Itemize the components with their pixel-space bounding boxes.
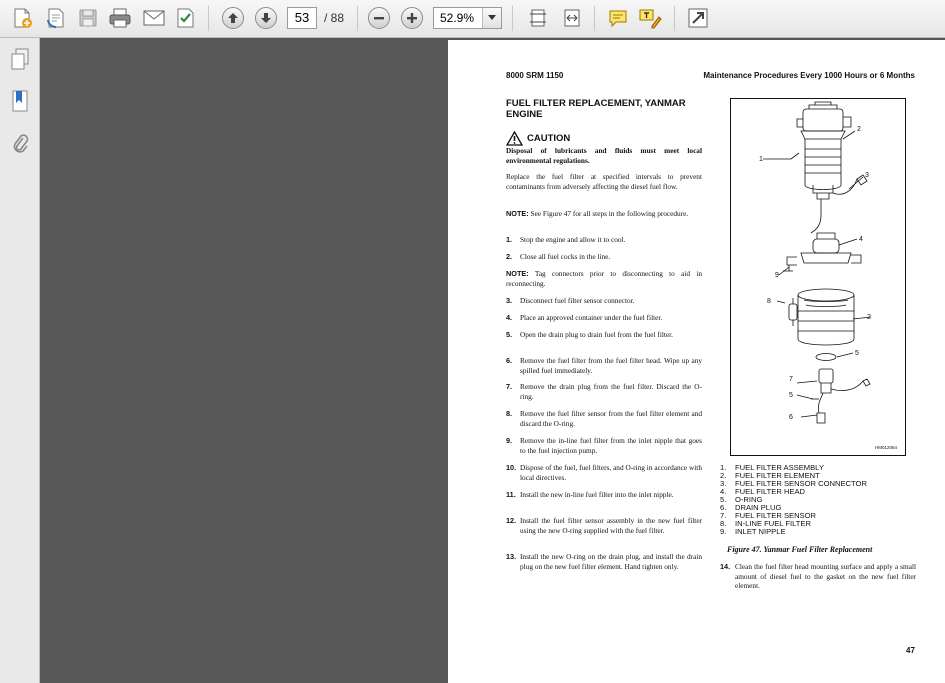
section-title: FUEL FILTER REPLACEMENT, YANMAR ENGINE [506, 98, 686, 120]
step-number: 9. [506, 436, 513, 445]
step-text: Install the new O-ring on the drain plug, and install the drain plug on the new fuel filter element. Hand tighten only. [520, 552, 702, 571]
legend-number: 3. [720, 479, 727, 488]
step-number: 2. [506, 252, 513, 261]
toolbar-divider [674, 6, 675, 31]
zoom-in-button[interactable] [401, 7, 423, 29]
note-text: Tag connectors prior to disconnecting to aid in reconnecting. [506, 269, 702, 288]
arrow-up-icon [227, 12, 239, 24]
step-text: Dispose of the fuel, fuel filters, and O-ring in accordance with local directives. [520, 463, 702, 482]
note-label: NOTE: [506, 269, 529, 278]
callout: 6 [789, 414, 793, 421]
create-pdf-icon[interactable] [10, 6, 34, 30]
step-number: 7. [506, 382, 513, 391]
legend-text: FUEL FILTER ASSEMBLY [735, 463, 824, 472]
comment-icon[interactable] [606, 6, 630, 30]
callout: 4 [859, 236, 863, 243]
step-number: 11. [506, 490, 516, 499]
step-number: 3. [506, 296, 513, 305]
step-text: Clean the fuel filter head mounting surface and apply a small amount of diesel fuel to the gasket on the new fuel filter element. [735, 562, 916, 591]
step-text: Install the new in-line fuel filter into the inlet nipple. [520, 490, 674, 499]
figure-code: HM012064 [875, 445, 898, 450]
edit-document-icon[interactable] [44, 6, 68, 30]
legend-number: 5. [720, 495, 727, 504]
page-number-input[interactable]: 53 [287, 7, 317, 29]
caution-heading [506, 131, 570, 146]
callout: 3 [865, 172, 869, 179]
step-number: 13. [506, 552, 517, 561]
figure-caption: Figure 47. Yanmar Fuel Filter Replacement [727, 545, 873, 554]
page-total: / 88 [324, 11, 345, 25]
fuel-filter-exploded-diagram [731, 99, 904, 454]
callout: 7 [789, 376, 793, 383]
legend-number: 2. [720, 471, 727, 480]
bookmarks-icon[interactable] [8, 88, 32, 114]
callout: 8 [767, 298, 771, 305]
callout: 5 [789, 392, 793, 399]
step-number: 1. [506, 235, 513, 244]
step-number: 4. [506, 313, 513, 322]
step-text: Install the fuel filter sensor assembly in the new fuel filter using the new O-ring supplied with the fuel filter. [520, 516, 702, 535]
header-left: 8000 SRM 1150 [506, 71, 564, 80]
plus-icon [406, 12, 418, 24]
legend-text: INLET NIPPLE [735, 527, 786, 536]
legend-text: IN-LINE FUEL FILTER [735, 519, 811, 528]
print-icon[interactable] [108, 6, 132, 30]
legend-number: 8. [720, 519, 727, 528]
minus-icon [373, 12, 385, 24]
step-text: Remove the fuel filter sensor from the fuel filter element and discard the O-ring. [520, 409, 702, 428]
page-thumbnails-icon[interactable] [8, 46, 32, 72]
save-icon[interactable] [76, 6, 100, 30]
step-text: Remove the drain plug from the fuel filter. Discard the O-ring. [520, 382, 702, 401]
chevron-down-icon[interactable] [482, 8, 501, 28]
expand-icon[interactable] [686, 6, 710, 30]
legend-text: FUEL FILTER ELEMENT [735, 471, 820, 480]
caution-label: CAUTION [527, 133, 571, 144]
step-number: 6. [506, 356, 513, 365]
callout: 1 [759, 156, 763, 163]
legend-number: 1. [720, 463, 727, 472]
toolbar-divider [208, 6, 209, 31]
previous-page-button[interactable] [222, 7, 244, 29]
zoom-out-button[interactable] [368, 7, 390, 29]
step-text: Place an approved container under the fuel filter. [520, 313, 663, 322]
legend-number: 6. [720, 503, 727, 512]
legend-text: FUEL FILTER SENSOR [735, 511, 817, 520]
step-number: 8. [506, 409, 513, 418]
step-number: 5. [506, 330, 513, 339]
warning-triangle-icon [506, 131, 523, 146]
note-label: NOTE: [506, 209, 529, 218]
review-icon[interactable] [174, 6, 198, 30]
legend-text: O-RING [735, 495, 763, 504]
zoom-value: 52.9% [440, 11, 475, 25]
step-text: Disconnect fuel filter sensor connector. [520, 296, 635, 305]
figure-47 [730, 98, 906, 456]
header-right: Maintenance Procedures Every 1000 Hours or 6 Months [703, 71, 915, 80]
step-text: Open the drain plug to drain fuel from the fuel filter. [520, 330, 673, 339]
next-page-button[interactable] [255, 7, 277, 29]
note-2 [506, 269, 702, 288]
step-text: Remove the in-line fuel filter from the inlet nipple that goes to the fuel injection pump. [520, 436, 702, 455]
highlight-text-icon[interactable] [638, 6, 662, 30]
step-text: Remove the fuel filter from the fuel filter head. Wipe up any spilled fuel immediately. [520, 356, 702, 375]
email-icon[interactable] [142, 6, 166, 30]
intro-paragraph: Replace the fuel filter at specified intervals to prevent contaminants from adversely affecting the diesel fuel flow. [506, 172, 702, 191]
toolbar-divider [594, 6, 595, 31]
page-number: 47 [906, 646, 915, 655]
step-number: 14. [720, 562, 731, 571]
legend-text: FUEL FILTER HEAD [735, 487, 806, 496]
step-text: Stop the engine and allow it to cool. [520, 235, 626, 244]
toolbar [0, 0, 945, 38]
legend-number: 9. [720, 527, 727, 536]
fit-page-icon[interactable] [526, 6, 550, 30]
legend-number: 7. [720, 511, 727, 520]
step-text: Close all fuel cocks in the line. [520, 252, 611, 261]
attachments-icon[interactable] [8, 130, 32, 156]
note-1 [506, 209, 702, 219]
callout: 2 [867, 314, 871, 321]
callout: 2 [857, 126, 861, 133]
legend-number: 4. [720, 487, 727, 496]
legend-text: DRAIN PLUG [735, 503, 782, 512]
navigation-pane [0, 38, 40, 683]
caution-text: Disposal of lubricants and fluids must meet local environmental regulations. [506, 146, 702, 165]
callout: 5 [855, 350, 859, 357]
toolbar-divider [512, 6, 513, 31]
toolbar-divider [357, 6, 358, 31]
legend-text: FUEL FILTER SENSOR CONNECTOR [735, 479, 867, 488]
pdf-page [448, 40, 945, 683]
callout: 9 [775, 272, 779, 279]
step-number: 12. [506, 516, 517, 525]
arrow-down-icon [260, 12, 272, 24]
note-text: See Figure 47 for all steps in the following procedure. [530, 209, 689, 218]
zoom-select[interactable] [433, 7, 502, 29]
step-number: 10. [506, 463, 517, 472]
fit-width-icon[interactable] [560, 6, 584, 30]
